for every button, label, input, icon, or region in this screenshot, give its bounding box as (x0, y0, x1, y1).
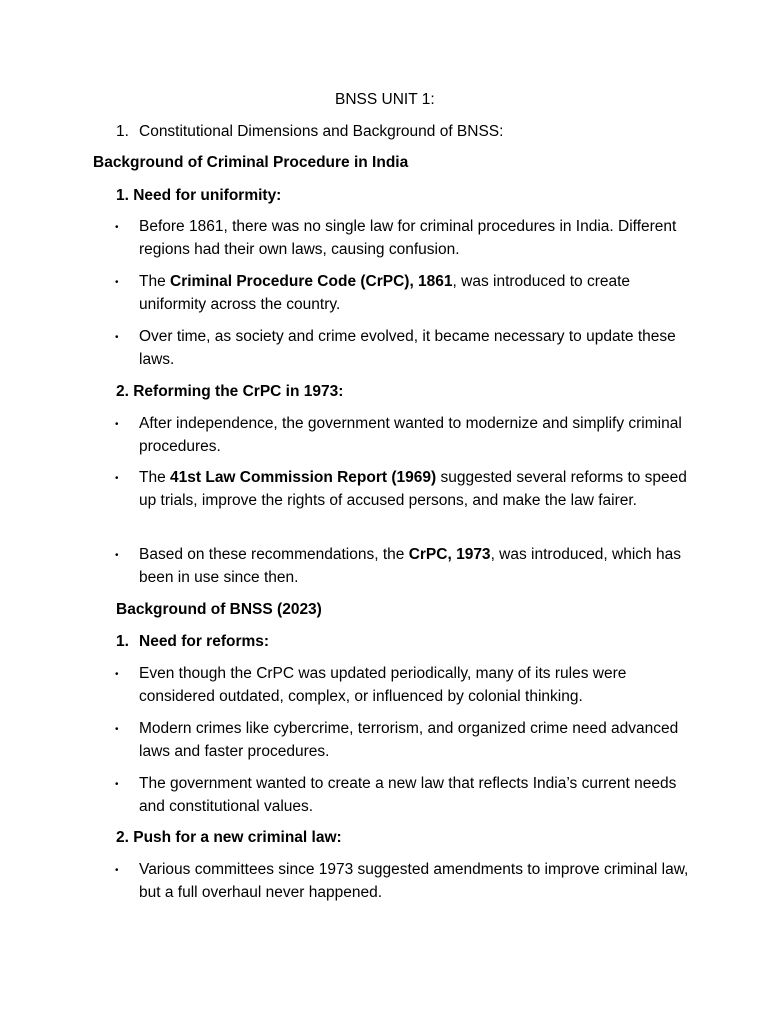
bullet-text: Even though the CrPC was updated periodically, many of its rules were considered outdated, complex, or influenced by colonial thinking. (139, 665, 627, 705)
subheading: Need for reforms: (139, 633, 270, 650)
bold-span: 41st Law Commission Report (1969) (170, 469, 437, 486)
bullet-text: Before 1861, there was no single law for criminal procedures in India. Different regions had their own laws, causing confusion. (139, 218, 677, 258)
bullet-text: Various committees since 1973 suggested amendments to improve criminal law, but a full overhaul never happened. (139, 861, 689, 901)
text-span: , was introduced to create uniformity across the country. (139, 273, 631, 313)
section-heading: Background of BNSS (2023) (116, 601, 322, 618)
text-span: The (139, 469, 171, 486)
bullet-icon: • (115, 779, 119, 790)
text-span: Based on these recommendations, the (139, 546, 409, 563)
bullet-icon: • (115, 865, 119, 876)
bullet-text (139, 466, 699, 512)
list-item-text: Constitutional Dimensions and Background of BNSS: (139, 123, 504, 140)
bullet-icon: • (115, 724, 119, 735)
bullet-icon: • (115, 473, 119, 484)
text-span: suggested several reforms to speed up trials, improve the rights of accused persons, and make the law fairer. (139, 469, 687, 509)
bullet-text (139, 270, 699, 316)
bullet-text: Over time, as society and crime evolved, it became necessary to update these laws. (139, 328, 676, 368)
bullet-icon: • (115, 550, 119, 561)
bullet-icon: • (115, 332, 119, 343)
bullet-icon: • (115, 277, 119, 288)
subheading: 1. Need for uniformity: (116, 187, 282, 204)
text-span: The (139, 273, 171, 290)
subheading: 2. Reforming the CrPC in 1973: (116, 383, 344, 400)
text-span: , was introduced, which has been in use since then. (139, 546, 681, 586)
list-number: 1. (116, 633, 129, 650)
bullet-text: After independence, the government wanted to modernize and simplify criminal procedures. (139, 415, 682, 455)
document-title: BNSS UNIT 1: (335, 91, 435, 108)
bold-span: Criminal Procedure Code (CrPC), 1861 (170, 273, 453, 290)
bold-span: CrPC, 1973 (408, 546, 491, 563)
section-heading: Background of Criminal Procedure in India (93, 154, 409, 171)
subheading: 2. Push for a new criminal law: (116, 829, 342, 846)
bullet-icon: • (115, 419, 119, 430)
bullet-icon: • (115, 669, 119, 680)
bullet-text: Modern crimes like cybercrime, terrorism, and organized crime need advanced laws and faster procedures. (139, 720, 679, 760)
list-number: 1. (116, 123, 129, 140)
bullet-text: The government wanted to create a new law that reflects India’s current needs and constitutional values. (139, 775, 677, 815)
bullet-icon: • (115, 222, 119, 233)
bullet-text (139, 543, 699, 589)
